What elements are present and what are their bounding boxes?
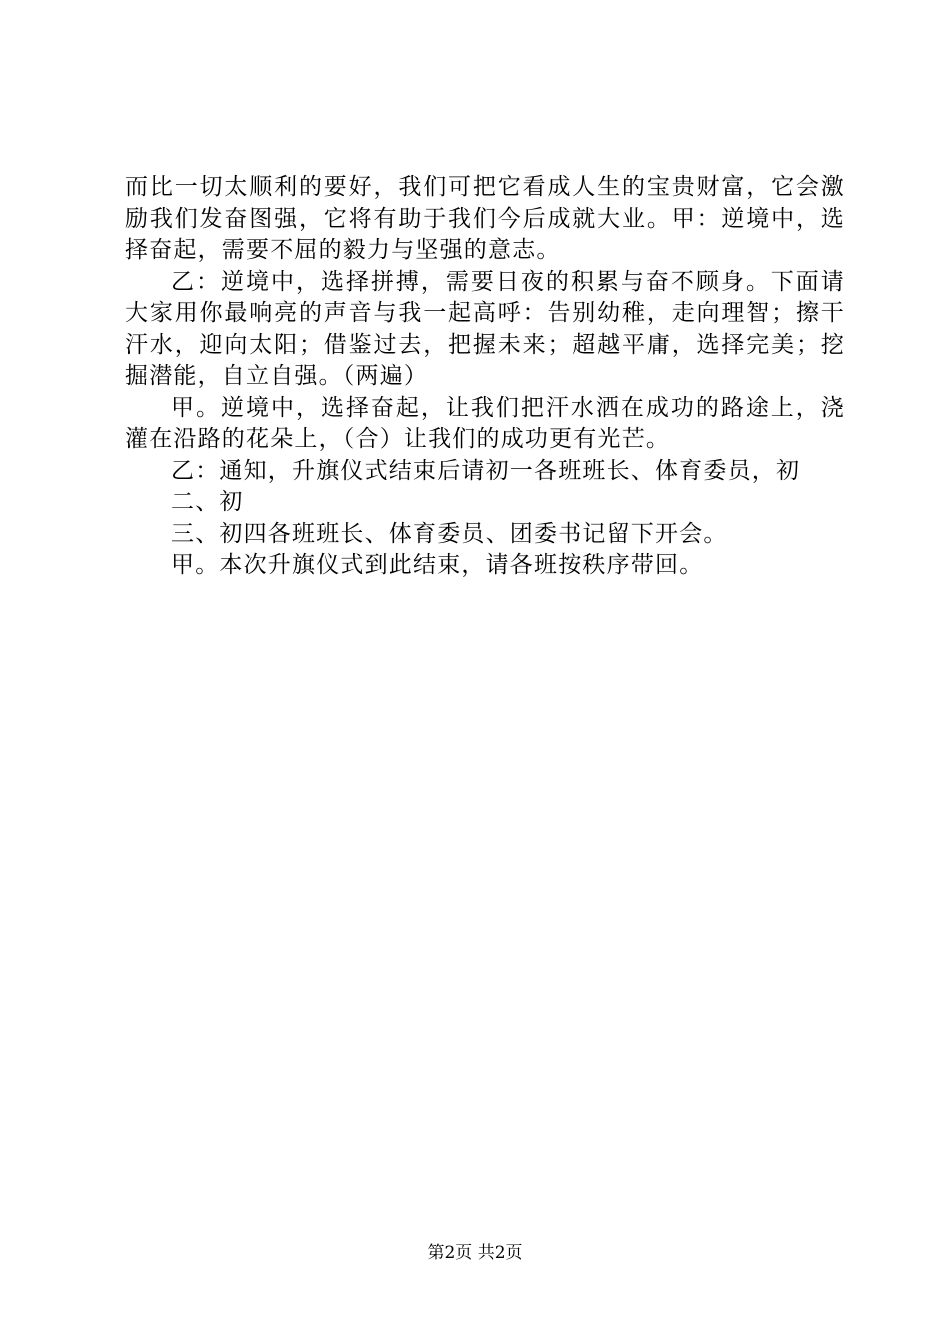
page-footer: 第2页 共2页 xyxy=(427,1243,523,1263)
paragraph-3: 甲。逆境中，选择奋起，让我们把汗水洒在成功的路途上，浇灌在沿路的花朵上，（合）让我们的成功更有光芒。 xyxy=(125,394,845,452)
document-body xyxy=(125,172,845,582)
paragraph-7: 甲。本次升旗仪式到此结束，请各班按秩序带回。 xyxy=(171,552,704,578)
paragraph-4: 乙：通知，升旗仪式结束后请初一各班班长、体育委员，初 xyxy=(171,457,801,484)
paragraph-1: 而比一切太顺利的要好，我们可把它看成人生的宝贵财富，它会激励我们发奋图强，它将有助于我们今后成就大业。甲：逆境中，选择奋起，需要不屈的毅力与坚强的意志。 xyxy=(125,174,845,263)
paragraph-6: 三、初四各班班长、体育委员、团委书记留下开会。 xyxy=(171,520,728,547)
paragraph-2: 乙：逆境中，选择拼搏，需要日夜的积累与奋不顾身。下面请大家用你最响亮的声音与我一起高呼：告别幼稚，走向理智；擦干汗水，迎向太阳；借鉴过去，把握未来；超越平庸，选择完美；挖掘潜能，自立自强。（两遍） xyxy=(125,268,845,389)
paragraph-5: 二、初 xyxy=(171,489,244,515)
